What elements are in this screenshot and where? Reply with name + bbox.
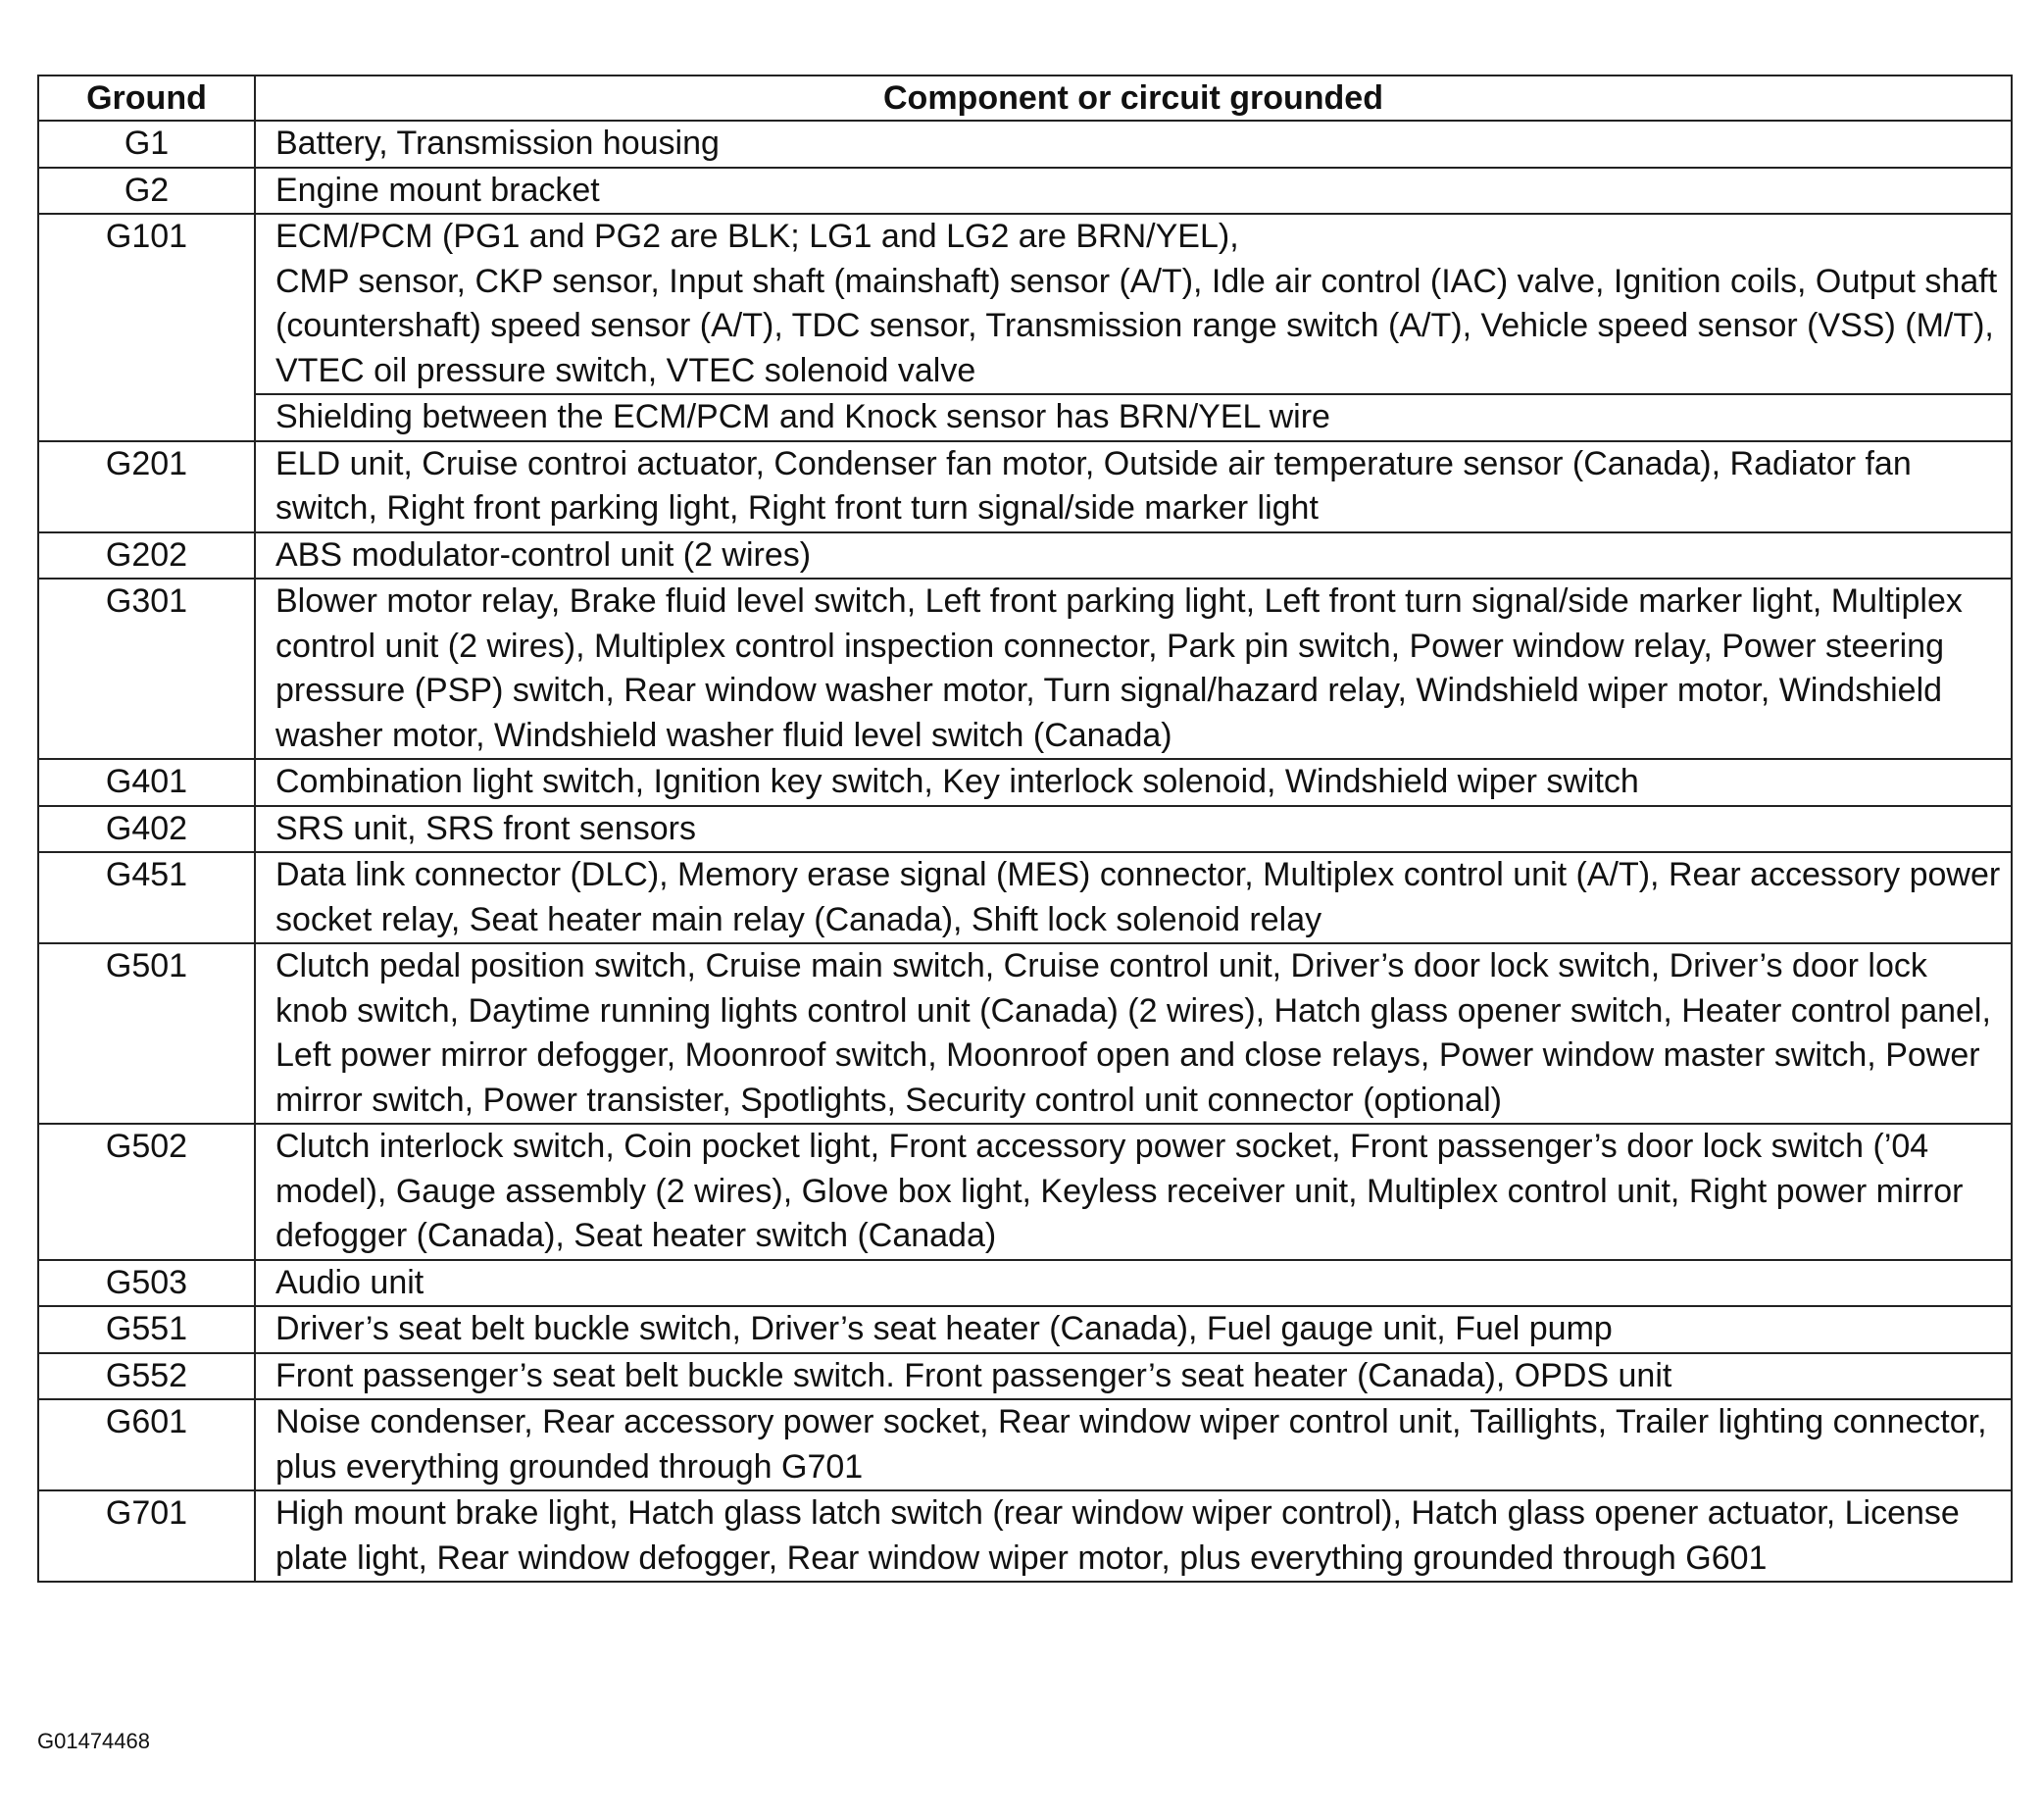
ground-id: G601 [38, 1399, 255, 1490]
component-list: Data link connector (DLC), Memory erase signal (MES) connector, Multiplex control unit (A/T), Rear accessory power socket relay, Seat heater main relay (Canada), Shift lock solenoid relay [255, 852, 2012, 943]
ground-id: G501 [38, 943, 255, 1124]
table-row [38, 532, 2012, 580]
table-row [38, 759, 2012, 806]
ground-id: G401 [38, 759, 255, 806]
table-row [38, 943, 2012, 1124]
table-row [38, 121, 2012, 168]
component-list: Shielding between the ECM/PCM and Knock sensor has BRN/YEL wire [255, 394, 2012, 441]
ground-id: G201 [38, 441, 255, 532]
ground-table [37, 75, 2013, 1583]
component-list: SRS unit, SRS front sensors [255, 806, 2012, 853]
component-list: Noise condenser, Rear accessory power socket, Rear window wiper control unit, Taillights, Trailer lighting connector, plus everything grounded through G701 [255, 1399, 2012, 1490]
component-list: Blower motor relay, Brake fluid level switch, Left front parking light, Left front turn signal/side marker light, Multiplex control unit (2 wires), Multiplex control inspection connector, Park pin switch, Power window relay, Power steering pressure (PSP) switch, Rear window washer motor, Turn signal/hazard relay, Windshield wiper motor, Windshield washer motor, Windshield washer fluid level switch (Canada) [255, 579, 2012, 759]
component-list: Front passenger’s seat belt buckle switch. Front passenger’s seat heater (Canada), OPDS unit [255, 1353, 2012, 1400]
table-row [38, 806, 2012, 853]
component-column-header: Component or circuit grounded [255, 76, 2012, 121]
ground-id: G502 [38, 1124, 255, 1260]
table-row [38, 394, 2012, 441]
table-body [38, 121, 2012, 1582]
table-row [38, 579, 2012, 759]
component-list: Clutch pedal position switch, Cruise main switch, Cruise control unit, Driver’s door lock switch, Driver’s door lock knob switch, Daytime running lights control unit (Canada) (2 wires), Hatch glass opener switch, Heater control panel, Left power mirror defogger, Moonroof switch, Moonroof open and close relays, Power window master switch, Power mirror switch, Power transister, Spotlights, Security control unit connector (optional) [255, 943, 2012, 1124]
ground-id: G2 [38, 168, 255, 215]
table-row [38, 168, 2012, 215]
ground-id: G301 [38, 579, 255, 759]
component-list: Clutch interlock switch, Coin pocket light, Front accessory power socket, Front passenger’s door lock switch (’04 model), Gauge assembly (2 wires), Glove box light, Keyless receiver unit, Multiplex control unit, Right power mirror defogger (Canada), Seat heater switch (Canada) [255, 1124, 2012, 1260]
ground-id: G552 [38, 1353, 255, 1400]
ground-id: G451 [38, 852, 255, 943]
ground-id: G1 [38, 121, 255, 168]
component-text: ECM/PCM (PG1 and PG2 are BLK; LG1 and LG2 are BRN/YEL), CMP sensor, CKP sensor, Input shaft (mainshaft) sensor (A/T), Idle air control (IAC) valve, Ignition coils, Output shaft (countershaft) speed sensor (A/T), TDC sensor, Transmission range switch (A/T), Vehicle speed sensor (VSS) (M/T), VTEC oil pressure switch, VTEC solenoid valve [275, 218, 1998, 389]
ground-id: G701 [38, 1490, 255, 1582]
component-list: ELD unit, Cruise controi actuator, Condenser fan motor, Outside air temperature sensor (Canada), Radiator fan switch, Right front parking light, Right front turn signal/side marker light [255, 441, 2012, 532]
ground-id: G101 [38, 214, 255, 441]
table-row [38, 1490, 2012, 1582]
ground-column-header: Ground [38, 76, 255, 121]
component-list [255, 214, 2012, 394]
table-row [38, 1260, 2012, 1307]
table-row [38, 1353, 2012, 1400]
ground-id: G402 [38, 806, 255, 853]
component-list: Audio unit [255, 1260, 2012, 1307]
component-list: Combination light switch, Ignition key switch, Key interlock solenoid, Windshield wiper switch [255, 759, 2012, 806]
figure-id-label: G01474468 [37, 1729, 150, 1753]
component-list: Engine mount bracket [255, 168, 2012, 215]
header-row [38, 76, 2012, 121]
table-row [38, 1124, 2012, 1260]
table-row [38, 1399, 2012, 1490]
ground-id: G551 [38, 1306, 255, 1353]
component-list: Battery, Transmission housing [255, 121, 2012, 168]
table-row [38, 441, 2012, 532]
component-list: High mount brake light, Hatch glass latch switch (rear window wiper control), Hatch glass opener actuator, License plate light, Rear window defogger, Rear window wiper motor, plus everything grounded through G601 [255, 1490, 2012, 1582]
table-row [38, 852, 2012, 943]
ground-id: G202 [38, 532, 255, 580]
ground-id: G503 [38, 1260, 255, 1307]
table-row [38, 214, 2012, 394]
table-row [38, 1306, 2012, 1353]
table-header [38, 76, 2012, 121]
component-list: Driver’s seat belt buckle switch, Driver’s seat heater (Canada), Fuel gauge unit, Fuel pump [255, 1306, 2012, 1353]
component-list: ABS modulator-control unit (2 wires) [255, 532, 2012, 580]
